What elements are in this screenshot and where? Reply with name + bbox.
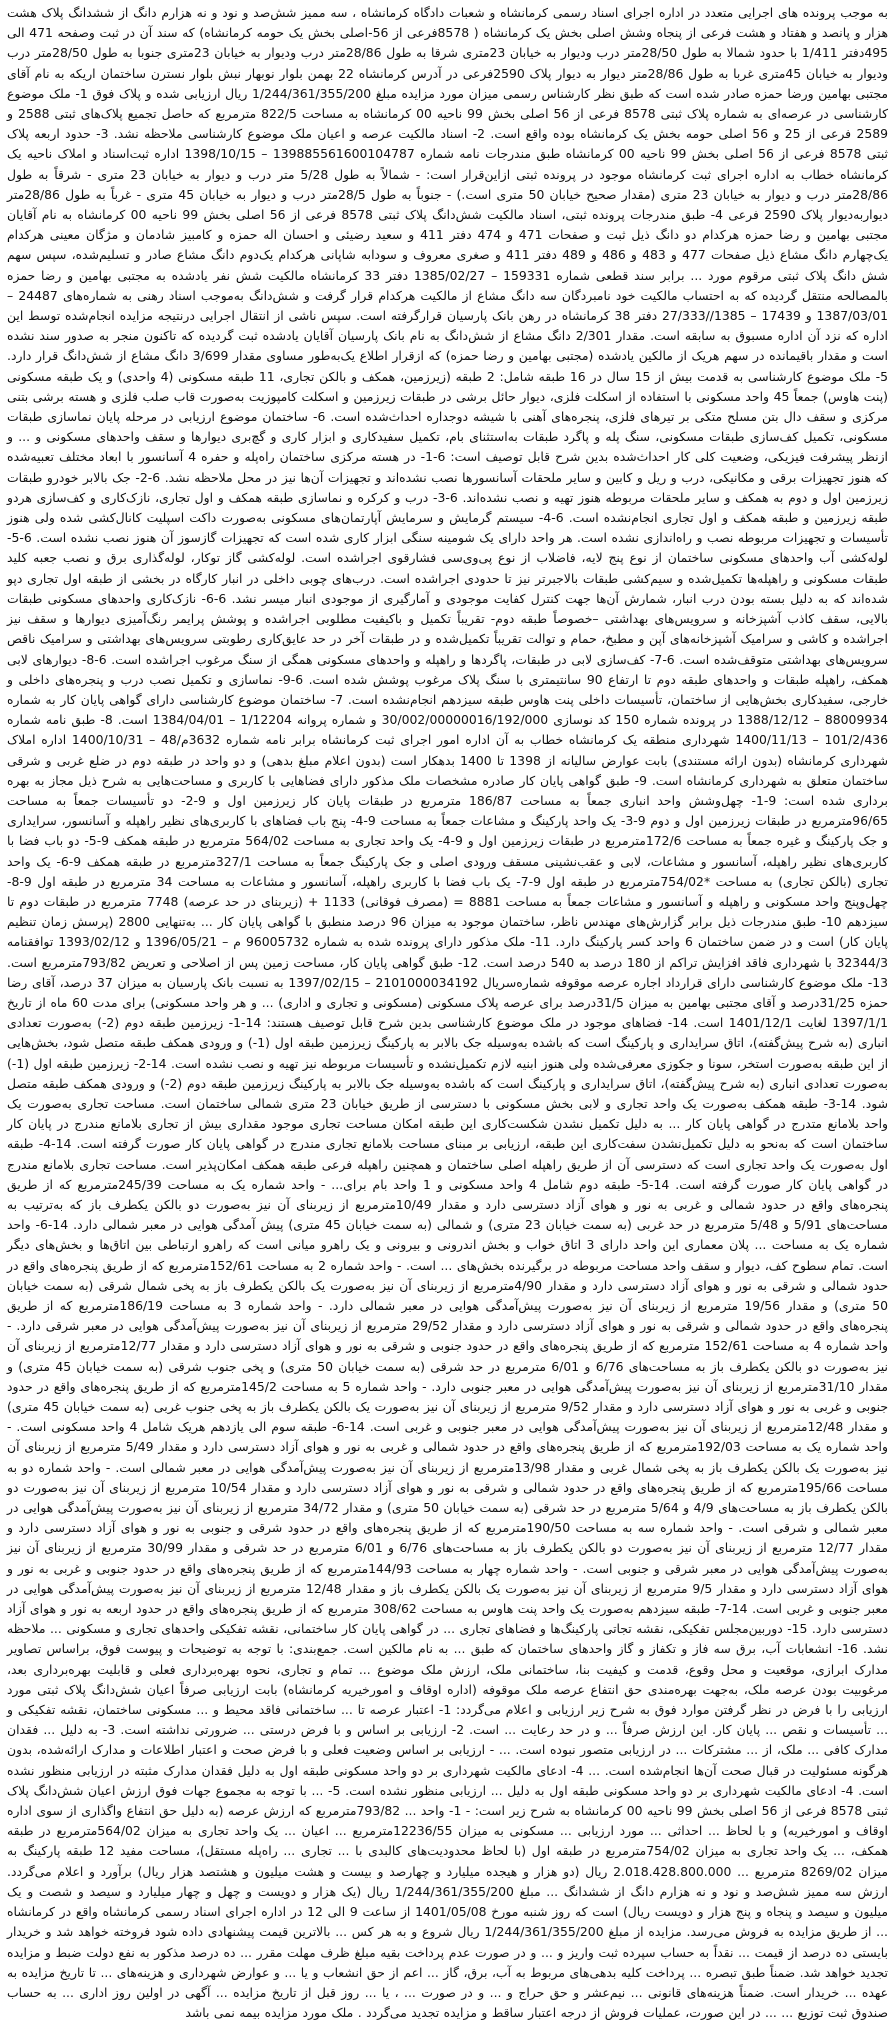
notice-body-text: به موجب پرونده های اجرایی متعدد در اداره اجرای اسناد رسمی کرمانشاه و شعبات دادگاه کرمانشاه ، سه ممیز شش‌صد و نود و نه هزارم دانگ از ششدانگ پلاک هشت هزار و پانصد و هفتاد و هشت فرعی از پنجاه وشش اصلی بخش یک کرمانشاه ( 8578فرعی از 56-اصلی بخش یک حومه کرمانشاه) که سند آن در ثبت وصفحه 471 الی 495دفتر 1/411 با حدود شمالا به طول 28/50متر درب وديوار به خيابان 23متری شرقا به طول 28/86متر درب وديوار به خيابان 23متری جنوبا به طول 28/50متر درب وديوار به خيابان 45متری غربا به طول 28/86متر ديوار به ديوار پلاک 2590فرعی در آدرس کرمانشاه 22 بهمن بلوار نوبهار نبش بلوار نسترن ساختمان اریکه به نام آقای مجتبی بهامین ورضا حمزه صادر شده است که طبق نظر کارشناس رسمی میزان مورد مزایده مبلغ 1/244/361/355/200 ریال ارزیابی شده و پلاک فوق 1- ملک موضوع کارشناسی در عرصه‌ای به شماره پلاک ثبتی 8578 فرعی از 56 اصلی بخش 99 ناحیه 00 کرمانشاه به مساحت 822/5 مترمربع که حاصل تجمیع پلاک‌های ثبتی 2588 و 2589 فرعی از 25 و 56 اصلی حومه بخش یک کرمانشاه بوده واقع است. 2- اسناد مالکیت عرصه و اعیان ملک موضوع کارشناسی ملاحظه نشد. 3- حدود اربعه پلاک ثبتی 8578 فرعی از 56 اصلی بخش 99 ناحیه 00 کرمانشاه طبق مندرجات نامه شماره 139885561600104787 – 1398/10/15 اداره ثبت‌اسناد و املاک ناحیه یک کرمانشاه خطاب به اداره اجرای ثبت کرمانشاه موجود در پرونده ثبتی ازاین‌قرار است: - شمالاً به طول 5/28 متر درب و دیوار به خیابان 23 متری - شرقاً به طول 28/86متر درب و دیوار به خیابان 23 متری (مقدار صحیح خیابان 50 متری است.) - جنوباً به طول 28/5متر درب و دیوار به خیابان 45 متری - غرباً به طول 28/86متر دیواربه‌دیوار پلاک 2590 فرعی 4- طبق مندرجات پرونده ثبتی، اسناد مالکیت شش‌دانگ پلاک ثبتی 8578 فرعی از 56 اصلی بخش 99 ناحیه 00 کرمانشاه به نام آقایان مجتبی بهامین و رضا حمزه هرکدام دو دانگ ذیل ثبت و صفحات 471 و 474 دفتر 411 و سعید رضیئی و احسان اله حمزه و کامبیز شادمان و مژگان معینی هرکدام یک‌چهارم دانگ مشاع ذیل صفحات 477 و 483 و 486 و 489 دفتر 411 و صغری معروف و سودابه شاپانی هرکدام یک‌دوم دانگ مشاع صادر و تسلیم‌شده، سپس سهم شش دانگ پلاک ثبتی مرقوم مورد ... برابر سند قطعی شماره 159331 – 1385/02/27 دفتر 33 کرمانشاه مالکیت شش نفر یادشده به مجتبی بهامین و رضا حمزه بالمصالحه منتقل گردیده که به احتساب مالکیت خود نامبردگان سه دانگ مشاع از مالکیت هرکدام قرار گرفت و شش‌دانگ به‌موجب اسناد رهنی به شماره‌های 24487 – 1387/03/01 و 17439 – 1385//27/333 دفتر 38 کرمانشاه در رهن بانک پارسیان قرارگرفته است. سپس ناشی از انتقال اجرایی درنتیجه مزایده انجام‌شده توسط این اداره که نزد آن اداره مسبوق به سابقه است. مقدار 2/301 دانگ مشاع از شش‌دانگ به نام بانک پارسیان آقایان یادشده ثبت گردیده که تاکنون منجر به صدور سند نشده است و مقدار باقیمانده در سهم هریک از مالکین یادشده (مجتبی بهامین و رضا حمزه) که ازقرار اطلاع یک‌به‌طور مساوی مقدار 3/699 دانگ مشاع از شش‌دانگ قرار دارد. 5- ملک موضوع کارشناسی به قدمت بیش از 15 سال در 16 طبقه شامل: 2 طبقه (زیرزمین، همکف و بالکن تجاری، 11 طبقه مسکونی (4 واحدی) و یک طبقه مسکونی (پنت هاوس) جمعاً 45 واحد مسکونی با استفاده از اسکلت فلزی، دیوار حائل برشی در طبقات زیرزمین و اسکلت کامپوزیت به‌صورت قاب صلب فلزی و هسته برشی بتنی مرکزی و سقف دال بتن مسلح متکی بر تیرهای فلزی، پنجره‌های آهنی با شیشه دوجداره احداث‌شده است. 6- ساختمان موضوع ارزیابی در مرحله پایان نماسازی طبقات مسکونی، تکمیل کف‌سازی طبقات مسکونی، سنگ پله و پاگرد طبقات به‌استثنای بام، تکمیل سفیدکاری و ابزار کاری و گچ‌بری دیوارها و سقف واحدهای مسکونی و ... و ازنظر پیشرفت فیزیکی، وضعیت کلی کار احداث‌شده بدین شرح قابل توصیف است: 6-1- در هسته مرکزی ساختمان راه‌پله و حفره 4 آسانسور با ابعاد مختلف تعبیه‌شده که هنوز تجهیزات برقی و مکانیکی، درب و ریل و کابین و سایر ملحقات آسانسورها نصب نشده‌اند و تجهیزات آن‌ها نیز در محل ملاحظه نشد. 6-2- جک بالابر خودرو طبقات زیرزمین اول و دوم به همکف و سایر ملحقات مربوطه هنوز تهیه و نصب نشده‌اند. 6-3- درب و کرکره و نماسازی طبقه همکف و اول تجاری، نازک‌کاری و کف‌سازی هردو طبقه زیرزمین و طبقه همکف و اول تجاری انجام‌نشده است. 6-4- سیستم گرمایش و سرمایش آپارتمان‌های مسکونی به‌صورت داکت اسپلیت کانال‌کشی شده ولی هنوز تأسیسات و تجهیزات مربوطه نصب و راه‌اندازی نشده است. هر واحد دارای یک شومینه سنگی ابزار کاری شده است که تجهیزات گازسوز آن هنوز نصب نشده است. 6-5- لوله‌کشی آب واحدهای مسکونی ساختمان از نوع پنج لایه، فاضلاب از نوع پی‌وی‌سی فشارقوی اجراشده است. لوله‌کشی گاز توکار، لوله‌گذاری برق و نصب جعبه کلید طبقات مسکونی و راهپله‌ها تکمیل‌شده و سیم‌کشی طبقات بالاجبرتر نیز تا حدودی اجراشده است. درب‌های چوبی داخلی در انبار کارگاه در بخشی از طبقه اول تجاری دپو شده‌اند که به دلیل بسته بودن درب انبار، شمارش آن‌ها جهت کنترل کفایت موجودی و آمارگیری از موجودی انبار میسر نشد. 6-6- نازک‌کاری واحدهای مسکونی طبقات بالایی، سقف کاذب آشپزخانه و سرویس‌های بهداشتی –خصوصاً طبقه دوم- تقریباً تکمیل و باکیفیت مطلوبی اجراشده و پوشش پرایمر رنگ‌آمیزی دیوارها و سقف نیز اجراشده و کاشی و سرامیک آشپزخانه‌های آپن و مطبخ، حمام و توالت تقریباً تکمیل‌شده و در طبقات آخر در حد عایق‌کاری رطوبتی سرویس‌های بهداشتی و سرامیک ناقص سرویس‌های بهداشتی متوقف‌شده است. 6-7- کف‌سازی لابی در طبقات، پاگردها و راهپله و واحدهای مسکونی همگی از سنگ مرغوب اجراشده است. 6-8- دیوارهای لابی همکف، راهپله طبقات و واحدهای طبقه دوم تا ارتفاع 90 سانتیمتری با سنگ پلاک مرغوب پوشش شده است. 6-9- نماسازی و تکمیل نصب درب و پنجره‌های داخلی و خارجی، سفیدکاری بخش‌هایی از ساختمان، تأسیسات داخلی پنت هاوس طبقه سیزدهم انجام‌نشده است. 7- ساختمان موضوع کارشناسی دارای گواهی پایان کار به شماره 88009934 – 1388/12/12 در پرونده شماره 150 کد نوسازی 30/002/00000016/192/000 و شماره پروانه 1/12204 – 1384/04/01 است. 8- طبق نامه شماره 101/2/436 – 1400/11/13 شهرداری منطقه یک کرمانشاه خطاب به آن اداره امور اجرای ثبت کرمانشاه برابر نامه شماره 3632م/48 – 1400/10/31 اداره املاک شهرداری کرمانشاه (بدون ارائه مستندی) بابت عوارض سالیانه از 1398 تا 1400 بدهکار است (بدون اعلام مبلغ بدهی) و دو واحد در طبقه دوم در ضلع غربی و شرقی ساختمان متعلق به شهرداری کرمانشاه است. 9- طبق گواهی پایان کار صادره مشخصات ملک مذکور دارای فضاهایی با کاربری و مساحت‌هایی به شرح ذیل مجاز به بهره برداری شده است: 9-1- چهل‌وشش واحد انباری جمعاً به مساحت 186/87 مترمربع در طبقات پایان کار زیرزمین اول و 9-2- دو تأسیسات جمعاً به مساحت 96/65مترمربع در طبقات زیرزمین اول و دوم 9-3- یک واحد پارکینگ و مشاعات جمعاً به مساحت 9-4- پنج باب فضاهای با کاربری‌های نظیر راهپله و آسانسور، سرایداری و جک پارکینگ و غیره جمعاً به مساحت 172/6مترمربع در طبقات زیرزمین اول و 9-4- یک واحد تجاری به مساحت 564/02 مترمربع در طبقه همکف 9-5- دو باب فضا با کاربری‌های نظیر راهپله، آسانسور و مشاعات، لابی و عقب‌نشینی مسقف ورودی اصلی و جک پارکینگ جمعاً به مساحت 327/1مترمربع در طبقه همکف 9-6- یک واحد تجاری (بالکن تجاری) به مساحت *754/02مترمربع در طبقه اول 9-7- یک باب فضا با کاربری راهپله، آسانسور و مشاعات به مساحت 34 مترمربع در طبقه اول 9-8- چهل‌وپنج واحد مسکونی و راهپله و آسانسور و مشاعات جمعاً به مساحت 8881 = (مصرف فوقانی) 1133 + (زیربنای در حد عرصه) 7748 مترمربع در طبقات دوم تا سیزدهم 10- طبق مندرجات ذیل برابر گزارش‌های مهندس ناظر، ساختمان موجود به میزان 96 درصد منطبق با گواهی پایان کار ... به‌تنهایی 2800 (پرسش زمان تنظیم پایان کار) است و در ضمن ساختمان 6 واحد کسر پارکینگ دارد. 11- ملک مذکور دارای پرونده شده به شماره 96005732 م – 1396/05/21 و 1393/02/12 توافقنامه 32344/3 با شهرداری فاقد افزایش تراکم از 180 درصد به 540 درصد است. 12- طبق گواهی پایان کار، مساحت زمین پس از اصلاحی و تعریض 793/82مترمربع است. 13- ملک موضوع کارشناسی دارای قرارداد اجاره عرصه موقوفه شماره‌سریال 2101000034192 – 1397/02/15 به نسبت بانک پارسیان به میزان 37 درصد، آقای رضا حمزه 31/25درصد و آقای مجتبی بهامین به میزان 31/5درصد برای عرصه پلاک مسکونی (مسکونی و تجاری و اداری) ... و هر واحد مسکونی) برای مدت 60 ماه از تاریخ 1397/1/1 لغایت 1401/12/1 است. 14- فضاهای موجود در ملک موضوع کارشناسی بدین شرح قابل توصیف هستند: 14-1- زیرزمین طبقه دوم (2-) به‌صورت تعدادی انباری (به شرح پیش‌گفته)، اتاق سرایداری و پارکینگ است که باشده به‌وسیله جک بالابر به پارکینگ زیرزمین طبقه اول (1-) و ورودی همکف طبقه متصل شود، بخش‌هایی از این طبقه به‌صورت استخر، سونا و جکوزی معرفی‌شده ولی هنوز ابنیه لازم تکمیل‌نشده و تأسیسات مربوطه نیز تهیه و نصب نشده است. 14-2- زیرزمین طبقه اول (1-) به‌صورت تعدادی انباری (به شرح پیش‌گفته)، اتاق سرایداری و پارکینگ است که باشده به‌وسیله جک بالابر به پارکینگ زیرزمین طبقه دوم (2-) و ورودی همکف طبقه متصل شود. 14-3- طبقه همکف به‌صورت یک واحد تجاری و لابی بخش مسکونی با دسترسی از طریق خیابان 23 متری شمالی ساختمان است. مساحت تجاری به‌صورت یک واحد بلامانع متدرج در گواهی پایان کار ... به دلیل تکمیل نشدن شکست‌کاری این طبقه امکان مساحت تجاری موجود مقداری بیش از تجاری بلامانع مندرج در پایان کار ساختمان است که به‌نحو به دلیل تکمیل‌نشدن سفت‌کاری این طبقه، ارزیابی بر مبنای مساحت بلامانع تجاری مندرج در گواهی پایان کار صورت گرفته است. 14-4- طبقه اول به‌صورت یک واحد تجاری است که دسترسی آن از طریق راهپله اصلی ساختمان و همچنین راهپله فرعی طبقه همکف امکان‌پذیر است. مساحت تجاری بلامانع مندرج در گواهی پایان کار صورت گرفته است. 14-5- طبقه دوم شامل 4 واحد مسکونی و 1 واحد بام برای... - واحد شماره یک به مساحت 245/39مترمربع که از طریق پنجره‌های واقع در حدود شمالی و غربی به نور و هوای آزاد دسترسی دارد و مقدار 10/49مترمربع از زیربنای آن نیز به‌صورت دو بالکن یکطرف باز که به‌ترتیب به مساحت‌های 5/91 و 5/48 مترمربع در حد غربی (به سمت خیابان 23 متری) و شمالی (به سمت خیابان 45 متری) پیش آمدگی هوایی در معبر شمالی دارد. 14-6- واحد شماره یک به مساحت ... پلان معماری این واحد دارای 3 اتاق خواب و بخش اندرونی و بیرونی و یک راهرو میانی است که راهرو ارتباطی بین اتاق‌ها و بخش‌های دیگر است. تمام سطوح کف، دیوار و سقف واحد مساحت مربوطه در برگیرنده بخش‌های ... است. - واحد شماره 2 به مساحت 152/61مترمربع که از طریق پنجره‌های واقع در حدود شمالی و شرقی به نور و هوای آزاد دسترسی دارد و مقدار 4/90مترمربع از زیربنای آن نیز به‌صورت یک بالکن یکطرف باز به پخی شمال شرقی (به سمت خیابان 50 متری) و مقدار 19/56 مترمربع از زیربنای آن نیز به‌صورت پیش‌آمدگی هوایی در معبر شمالی دارد. - واحد شماره 3 به مساحت 186/19مترمربع که از طریق پنجره‌های واقع در حدود شمالی و شرقی به نور و هوای آزاد دسترسی دارد و مقدار 29/52 مترمربع از زیربنای آن نیز به‌صورت پیش‌آمدگی هوایی در معبر شرقی دارد. - واحد شماره 4 به مساحت 152/61 مترمربع که از طریق پنجره‌های واقع در حدود جنوبی و شرقی به نور و هوای آزاد دسترسی دارد و مقدار 12/77مترمربع از زیربنای آن نیز به‌صورت دو بالکن یکطرف باز به مساحت‌های 6/76 و 6/01 مترمربع در حد شرقی (به سمت خیابان 50 متری) و پخی جنوب شرقی (به سمت خیابان 45 متری) و مقدار 31/10مترمربع از زیربنای آن نیز به‌صورت پیش‌آمدگی هوایی در معبر جنوبی دارد. - واحد شماره 5 به مساحت 145/2مترمربع که از طریق پنجره‌های واقع در حدود جنوبی و غربی به نور و هوای آزاد دسترسی دارد و مقدار 9/52 مترمربع از زیربنای آن نیز به‌صورت یک بالکن یکطرف باز به پخی جنوب غربی (به سمت خیابان 45 متری) و مقدار 12/48مترمربع از زیربنای آن نیز به‌صورت پیش‌آمدگی هوایی در معبر جنوبی و غربی است. 14-6- طبقه سوم الی یازدهم هریک شامل 4 واحد مسکونی است. - واحد شماره یک به مساحت 192/03مترمربع که از طریق پنجره‌های واقع در حدود شمالی و غربی به نور و هوای آزاد دسترسی دارد و مقدار 5/49 مترمربع از زیربنای آن نیز به‌صورت یک بالکن یکطرف باز به پخی شمال غربی و مقدار 13/98مترمربع از زیربنای آن نیز به‌صورت پیش‌آمدگی هوایی در معبر شمالی است. - واحد شماره دو به مساحت 195/66مترمربع که از طریق پنجره‌های واقع در حدود شمالی و شرقی به نور و هوای آزاد دسترسی دارد و مقدار 10/54 مترمربع از زیربنای آن نیز به‌صورت دو بالکن یکطرف باز به مساحت‌های 4/9 و 5/64 مترمربع در حد شرقی (به سمت خیابان 50 متری) و مقدار 34/72 مترمربع از زیربنای آن نیز به‌صورت پیش‌آمدگی هوایی در معبر شمالی و شرقی است. - واحد شماره سه به مساحت 190/50مترمربع که از طریق پنجره‌های واقع در حدود شرقی و جنوبی به نور و هوای آزاد دسترسی دارد و مقدار 12/77 مترمربع از زیربنای آن نیز به‌صورت دو بالکن یکطرف باز به مساحت‌های 6/76 و 6/01 مترمربع در حد شرقی و مقدار 30/99 مترمربع از زیربنای آن نیز به‌صورت پیش‌آمدگی هوایی در معبر شرقی و جنوبی است. - واحد شماره چهار به مساحت 144/93مترمربع که از طریق پنجره‌های واقع در حدود جنوبی و غربی به نور و هوای آزاد دسترسی دارد و مقدار 9/5 مترمربع از زیربنای آن نیز به‌صورت یک بالکن یکطرف باز و مقدار 12/48 مترمربع از زیربنای آن نیز به‌صورت پیش‌آمدگی هوایی در معبر جنوبی و غربی است. 14-7- طبقه سیزدهم به‌صورت یک واحد پنت هاوس به مساحت 308/62 مترمربع که از طریق پنجره‌های واقع در حدود اربعه به نور و هوای آزاد دسترسی دارد. 15- دوربین‌مجلس تفکیکی، نقشه تجاتی پارکینگ‌ها و فضاهای تجاری ... در گواهی پایان کار ساختمانی، نقشه تفکیکی واحدهای تجاری و مسکونی ... ملاحظه نشد. 16- انشعابات آب، برق سه فاز و تکفاز و گاز واحدهای ساختمان که طبق ... به نام مالکین است. جمع‌بندی: با توجه به توضیحات و پیوست فوق، براساس تصاویر مدارک ابرازی، موقعیت و محل وقوع، قدمت و کیفیت بنا، ساختمانی ملک، ارزش ملک موضوع ... تمام و تجاری، نحوه بهره‌برداری فعلی و قابلیت بهره‌برداری بعد، مرغوبیت بودن عرصه ملک، به‌جهت بهره‌مندی حق انتفاع عرصه ملک موقوفه (اداره اوقاف و امورخیریه کرمانشاه) بابت ارزیابی صرفاً اعیان شش‌دانگ پلاک ثبتی مورد ارزیابی را با فرض در نظر گرفتن موارد فوق به شرح زیر ارزیابی و اعلام می‌گردد: 1- اعتبار عرصه تا ... ساختمانی فاقد محیط و ... مسکونی ساختمان، نقشه تفکیکی و ... تأسیسات و نقص ... پایان کار. این ارزش صرفاً ... و در حد رعایت ... است. 2- ارزیابی بر اساس و با فرض درستی ... ضرورتی نداشته است. 3- به دلیل ... فقدان مدارک کافی ... ملک، از ... مشترکات ... در ارزیابی متصور نبوده است. ... - ارزیابی بر اساس وضعیت فعلی و با فرض صحت و اعتبار اطلاعات و مدارک ارائه‌شده، بدون هرگونه مسئولیت در قبال صحت آن‌ها انجام‌شده است. ... 4- ادعای مالکیت شهرداری بر دو واحد مسکونی طبقه اول به دلیل فقدان مدارک مثبته در ارزیابی منظور نشده است. 4- ادعای مالکیت شهرداری بر دو واحد مسکونی طبقه اول به دلیل ... ارزیابی منظور نشده است. 5- ... با توجه به مجموع جهات فوق ارزش اعیان شش‌دانگ پلاک ثبتی 8578 فرعی از 56 اصلی بخش 99 ناحیه 00 کرمانشاه به شرح زیر است: - 1- واحد ... 793/82مترمربع که ارزش عرصه (به دلیل حق انتفاع واگذاری از سوی اداره اوقاف و امورخیریه) و با لحاظ ... احداثی ... مورد ارزیابی ... مسکونی به میزان 12236/55مترمربع ... اعیان ... یک واحد تجاری به میزان 564/02مترمربع در طبقه همکف، ... یک واحد تجاری به میزان 754/02مترمربع در طبقه اول (با لحاظ محدودیت‌های کالبدی با ... تجاری ... راه‌پله مستقل)، مساحت مفید 12 طبقه پارکینگ به میزان 8269/02 مترمربع ... 2.018.428.800.000 ریال (دو هزار و هیجده میلیارد و چهارصد و بیست و هشت میلیون و هشتصد هزار ریال) برآورد و اعلام می‌گردد. ارزش سه ممیز شش‌صد و نود و نه هزارم دانگ از ششدانگ ... مبلغ 1/244/361/355/200 ریال (یک هزار و دویست و چهل و چهار میلیارد و سیصد و شصت و یک میلیون و سیصد و پنجاه و پنج هزار و دویست ریال) است که روز شنبه مورخ 1401/05/08 از ساعت 9 الی 12 در اداره اجرای اسناد رسمی کرمانشاه واقع در کرمانشاه ... از طریق مزایده به فروش می‌رسد. مزایده از مبلغ 1/244/361/355/200 ریال شروع و به هر کس ... بالاترین قیمت پیشنهادی داده شود فروخته خواهد شد و خریدار بایستی ده درصد از قیمت ... نقداً به حساب سپرده ثبت واریز و ... و در صورت عدم پرداخت بقیه مبلغ ظرف مهلت مقرر ... ده درصد مذکور به نفع دولت ضبط و مزایده تجدید خواهد شد. ضمناً طبق تبصره ... پرداخت کلیه بدهی‌های مربوط به آب، برق، گاز ... اعم از حق انشعاب و یا ... و عوارض شهرداری و هزینه‌های ... تا تاریخ مزایده به عهده ... خریدار است. ضمناً هزینه‌های قانونی ... نیم‌عشر و حق حراج و ... و در صورت ... ، یا ... روز قبل از تاریخ مزایده ... آگهی در اولین روز اداری ... به حساب صندوق ثبت توزیع ... ... در این صورت، عملیات فروش از درجه اعتبار ساقط و مزایده تجدید می‌گردد . ملک مورد مزایده بیمه نمی باشد (7, 5, 889, 2021)
